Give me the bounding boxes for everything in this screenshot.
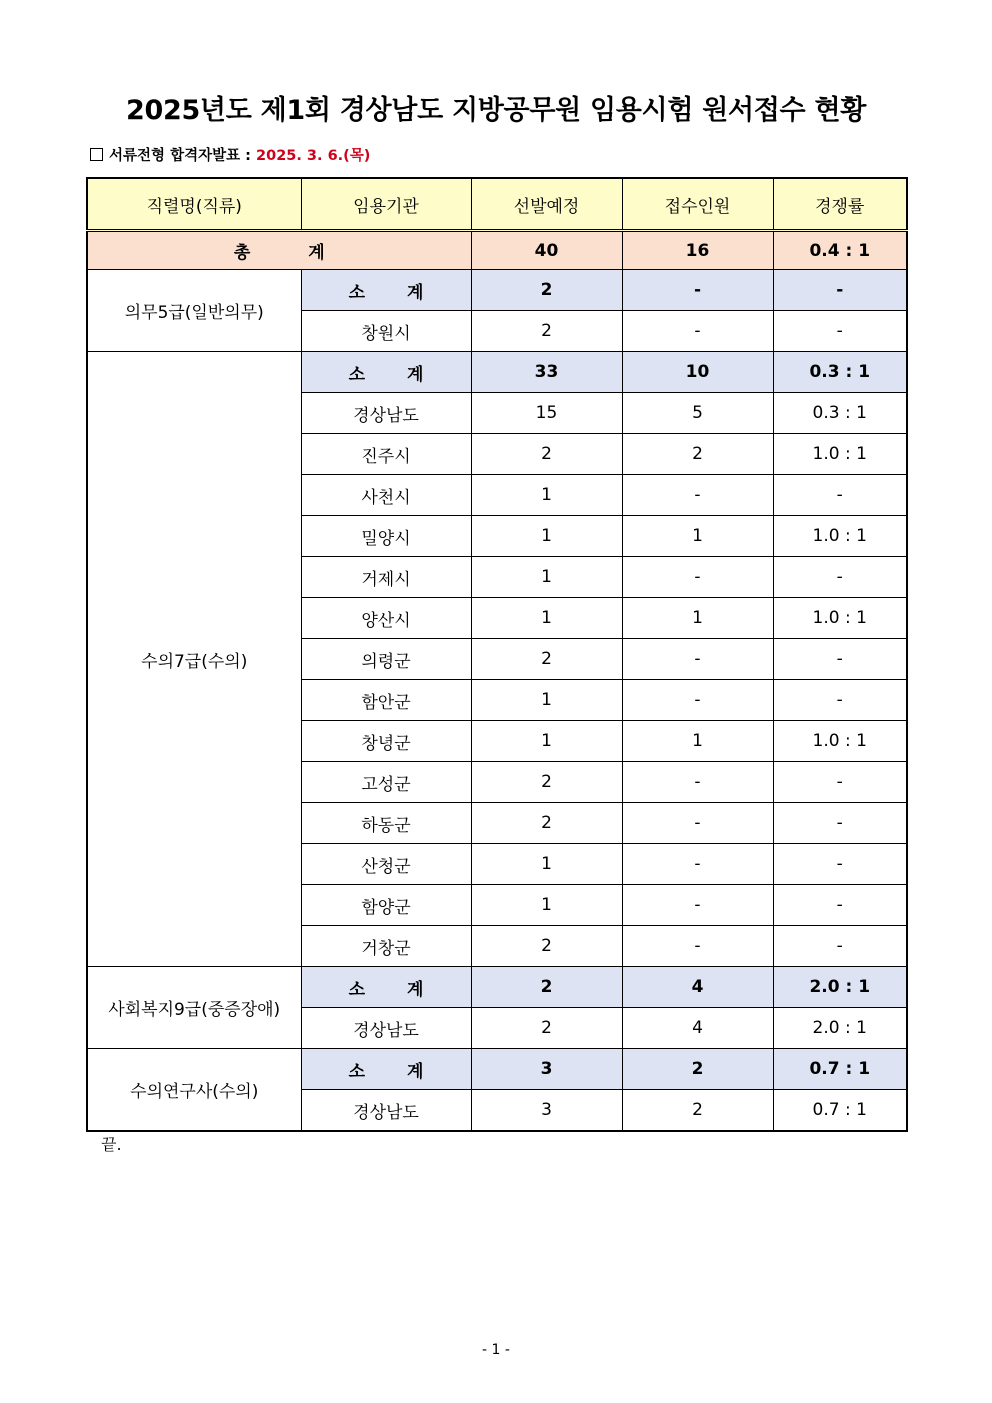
applicants-cell: - <box>622 557 773 598</box>
applicants-cell: 4 <box>622 1008 773 1049</box>
ratio-cell: - <box>773 311 907 352</box>
subtotal-row <box>87 270 907 311</box>
planned-cell: 2 <box>471 926 622 967</box>
agency-cell: 산청군 <box>301 844 471 885</box>
subtotal-row <box>87 1049 907 1090</box>
planned-cell: 1 <box>471 680 622 721</box>
header-planned: 선발예정 <box>471 178 622 231</box>
header-job-series: 직렬명(직류) <box>87 178 301 231</box>
page-number: - 1 - <box>482 1342 510 1358</box>
subtotal-label: 소 계 <box>301 352 471 393</box>
applicants-cell: - <box>622 639 773 680</box>
job-series-cell: 사회복지9급(중증장애) <box>87 967 301 1049</box>
subtotal-applicants: - <box>622 270 773 311</box>
agency-cell: 밀양시 <box>301 516 471 557</box>
agency-cell: 사천시 <box>301 475 471 516</box>
notice-date: 2025. 3. 6.(목) <box>256 148 371 164</box>
applicants-cell: - <box>622 885 773 926</box>
planned-cell: 1 <box>471 516 622 557</box>
total-applicants: 16 <box>622 231 773 270</box>
applicants-cell: - <box>622 680 773 721</box>
ratio-cell: - <box>773 680 907 721</box>
subtotal-planned: 3 <box>471 1049 622 1090</box>
planned-cell: 1 <box>471 721 622 762</box>
agency-cell: 경상남도 <box>301 1008 471 1049</box>
subtotal-label: 소 계 <box>301 1049 471 1090</box>
applicants-cell: 1 <box>622 598 773 639</box>
ratio-cell: 1.0 : 1 <box>773 598 907 639</box>
agency-cell: 함양군 <box>301 885 471 926</box>
header-applicants: 접수인원 <box>622 178 773 231</box>
total-row <box>87 231 907 270</box>
application-status-table <box>86 177 908 1132</box>
job-series-cell: 의무5급(일반의무) <box>87 270 301 352</box>
ratio-cell: - <box>773 475 907 516</box>
applicants-cell: 2 <box>622 1090 773 1132</box>
planned-cell: 1 <box>471 885 622 926</box>
subtotal-ratio: 0.7 : 1 <box>773 1049 907 1090</box>
subtotal-label: 소 계 <box>301 967 471 1008</box>
applicants-cell: - <box>622 926 773 967</box>
applicants-cell: 2 <box>622 434 773 475</box>
subtotal-planned: 2 <box>471 967 622 1008</box>
page-title: 2025년도 제1회 경상남도 지방공무원 임용시험 원서접수 현황 <box>125 95 867 126</box>
planned-cell: 1 <box>471 475 622 516</box>
planned-cell: 2 <box>471 803 622 844</box>
subtotal-label: 소 계 <box>301 270 471 311</box>
applicants-cell: 5 <box>622 393 773 434</box>
planned-cell: 15 <box>471 393 622 434</box>
subtotal-row <box>87 352 907 393</box>
agency-cell: 창녕군 <box>301 721 471 762</box>
subtotal-ratio: - <box>773 270 907 311</box>
header-agency: 임용기관 <box>301 178 471 231</box>
subtotal-ratio: 0.3 : 1 <box>773 352 907 393</box>
ratio-cell: - <box>773 557 907 598</box>
ratio-cell: 2.0 : 1 <box>773 1008 907 1049</box>
ratio-cell: - <box>773 926 907 967</box>
total-planned: 40 <box>471 231 622 270</box>
subtotal-applicants: 10 <box>622 352 773 393</box>
applicants-cell: - <box>622 762 773 803</box>
ratio-cell: - <box>773 885 907 926</box>
checkbox-square-icon <box>90 148 103 161</box>
agency-cell: 진주시 <box>301 434 471 475</box>
applicants-cell: - <box>622 475 773 516</box>
agency-cell: 거창군 <box>301 926 471 967</box>
planned-cell: 2 <box>471 434 622 475</box>
notice-line <box>90 144 370 165</box>
subtotal-applicants: 2 <box>622 1049 773 1090</box>
planned-cell: 1 <box>471 598 622 639</box>
planned-cell: 1 <box>471 844 622 885</box>
subtotal-planned: 2 <box>471 270 622 311</box>
subtotal-row <box>87 967 907 1008</box>
agency-cell: 양산시 <box>301 598 471 639</box>
ratio-cell: 0.3 : 1 <box>773 393 907 434</box>
agency-cell: 창원시 <box>301 311 471 352</box>
subtotal-ratio: 2.0 : 1 <box>773 967 907 1008</box>
applicants-cell: - <box>622 311 773 352</box>
ratio-cell: 1.0 : 1 <box>773 516 907 557</box>
subtotal-planned: 33 <box>471 352 622 393</box>
notice-label: 서류전형 합격자발표 : <box>109 148 257 164</box>
planned-cell: 2 <box>471 762 622 803</box>
agency-cell: 경상남도 <box>301 1090 471 1132</box>
planned-cell: 2 <box>471 1008 622 1049</box>
agency-cell: 경상남도 <box>301 393 471 434</box>
ratio-cell: 1.0 : 1 <box>773 434 907 475</box>
subtotal-applicants: 4 <box>622 967 773 1008</box>
planned-cell: 2 <box>471 639 622 680</box>
job-series-cell: 수의7급(수의) <box>87 352 301 967</box>
ratio-cell: - <box>773 844 907 885</box>
table-header-row <box>87 178 907 231</box>
agency-cell: 함안군 <box>301 680 471 721</box>
agency-cell: 고성군 <box>301 762 471 803</box>
ratio-cell: 1.0 : 1 <box>773 721 907 762</box>
ratio-cell: - <box>773 639 907 680</box>
header-ratio: 경쟁률 <box>773 178 907 231</box>
total-label: 총 계 <box>87 231 471 270</box>
end-mark: 끝. <box>101 1135 122 1154</box>
agency-cell: 의령군 <box>301 639 471 680</box>
ratio-cell: - <box>773 762 907 803</box>
planned-cell: 3 <box>471 1090 622 1132</box>
total-ratio: 0.4 : 1 <box>773 231 907 270</box>
applicants-cell: - <box>622 803 773 844</box>
applicants-cell: 1 <box>622 721 773 762</box>
ratio-cell: - <box>773 803 907 844</box>
job-series-cell: 수의연구사(수의) <box>87 1049 301 1132</box>
ratio-cell: 0.7 : 1 <box>773 1090 907 1132</box>
applicants-cell: - <box>622 844 773 885</box>
applicants-cell: 1 <box>622 516 773 557</box>
planned-cell: 2 <box>471 311 622 352</box>
agency-cell: 거제시 <box>301 557 471 598</box>
planned-cell: 1 <box>471 557 622 598</box>
agency-cell: 하동군 <box>301 803 471 844</box>
